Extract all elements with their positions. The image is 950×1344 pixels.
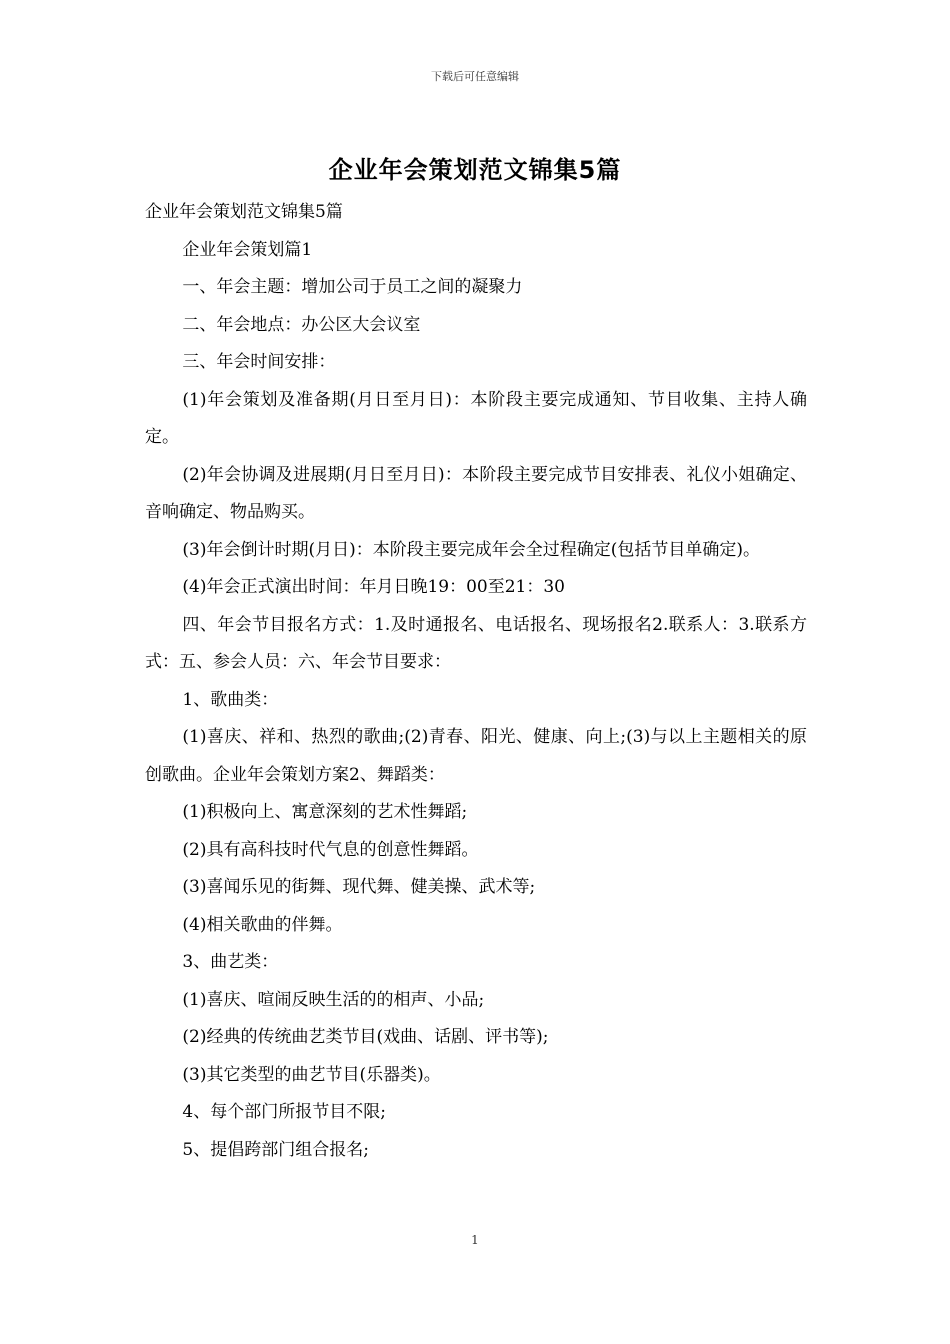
page-header-note: 下载后可任意编辑 [431,70,519,83]
paragraph: 一、年会主题：增加公司于员工之间的凝聚力 [182,277,523,297]
paragraph: 企业年会策划篇1 [182,239,313,260]
paragraph: 三、年会时间安排： [182,352,336,372]
paragraph: (2)经典的传统曲艺类节目(戏曲、话剧、评书等); [182,1027,549,1047]
paragraph: (3)其它类型的曲艺节目(乐器类)。 [182,1064,441,1085]
paragraph: (3)年会倒计时期(月日)：本阶段主要完成年会全过程确定(包括节目单确定)。 [182,539,760,560]
paragraph: 3、曲艺类： [182,952,279,972]
paragraph: 四、年会节目报名方式：1.及时通报名、电话报名、现场报名2.联系人：3.联系方式：五、参会人员：六、年会节目要求： [145,614,807,672]
paragraph: (3)喜闻乐见的街舞、现代舞、健美操、武术等; [182,877,536,897]
paragraph: (1)喜庆、祥和、热烈的歌曲;(2)青春、阳光、健康、向上;(3)与以上主题相关的原创歌曲。企业年会策划方案2、舞蹈类： [145,727,807,785]
paragraph: (4)相关歌曲的伴舞。 [182,914,343,935]
paragraph: (4)年会正式演出时间：年月日晚19：00至21：30 [182,577,565,597]
document-body [145,194,807,1169]
document-title: 企业年会策划范文锦集5篇 [328,156,622,184]
paragraph: 1、歌曲类： [182,689,279,710]
paragraph: 二、年会地点：办公区大会议室 [182,314,421,335]
paragraph: (1)年会策划及准备期(月日至月日)：本阶段主要完成通知、节目收集、主持人确定。 [145,389,807,447]
paragraph: (2)具有高科技时代气息的创意性舞蹈。 [182,839,479,860]
paragraph: 5、提倡跨部门组合报名; [182,1139,369,1160]
paragraph-subtitle: 企业年会策划范文锦集5篇 [145,202,343,222]
paragraph: 4、每个部门所报节目不限; [182,1102,386,1122]
paragraph: (1)喜庆、喧闹反映生活的的相声、小品; [182,989,485,1010]
paragraph: (2)年会协调及进展期(月日至月日)：本阶段主要完成节目安排表、礼仪小姐确定、音响确定、物品购买。 [145,464,807,522]
page-number: 1 [471,1233,479,1247]
paragraph: (1)积极向上、寓意深刻的艺术性舞蹈; [182,802,468,822]
